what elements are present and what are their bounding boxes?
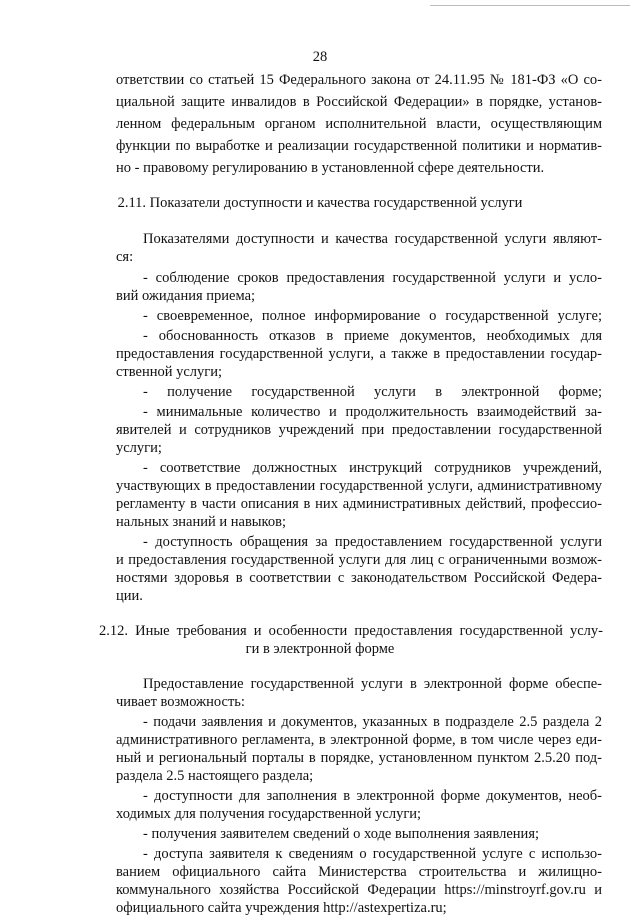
text-line: - доступность обращения за предоставлением государственной услуги (143, 534, 602, 550)
text-line: - своевременное, полное информирование о государственной услуге; (143, 308, 602, 324)
text-line: циальной защите инвалидов в Российской Федерации» в порядке, установ- (116, 94, 602, 110)
text-line: чивает возможность: (116, 694, 245, 710)
section-heading: 2.11. Показатели доступности и качества государственной услуги (117, 195, 523, 211)
text-line: - минимальные количество и продолжительность взаимодействий за- (143, 404, 602, 420)
text-line: предоставления государственной услуги, а также в предоставлении государ- (116, 346, 602, 362)
text-line: ходимых для получения государственной услуги; (116, 806, 422, 822)
text-line: нальных знаний и навыков; (116, 514, 286, 530)
text-line: вий ожидания приема; (116, 288, 256, 304)
top-rule (430, 5, 630, 6)
text-line: административного регламента, в электронной форме, в том числе через еди- (116, 732, 602, 748)
text-line: - получения заявителем сведений о ходе выполнения заявления; (143, 826, 540, 842)
text-line: раздела 2.5 настоящего раздела; (116, 768, 314, 784)
text-line: - доступности для заполнения в электронной форме документов, необ- (143, 788, 602, 804)
section-heading: 2.12. Иные требования и особенности предоставления государственной услу- (99, 623, 603, 639)
text-line: ный и региональный порталы в порядке, установленном пунктом 2.5.20 под- (116, 750, 602, 766)
text-line: - получение государственной услуги в электронной форме; (143, 384, 602, 400)
text-line: - доступа заявителя к сведениям о государственной услуге с использо- (143, 846, 602, 862)
text-line: ностями здоровья в соответствии с законодательством Российской Федера- (116, 570, 602, 586)
text-line: функции по выработке и реализации государственной политики и норматив- (116, 138, 602, 154)
text-line: - соблюдение сроков предоставления государственной услуги и усло- (143, 270, 602, 286)
text-line: и предоставления государственной услуги для лиц с ограниченными возмож- (116, 552, 602, 568)
text-line: ственной услуги; (116, 364, 223, 380)
text-line: участвующих в предоставлении государственной услуги, административному (116, 478, 602, 494)
text-line: ции. (116, 588, 143, 604)
text-line: ленном федеральным органом исполнительной власти, осуществляющим (116, 116, 602, 132)
text-line: но - правовому регулированию в установленной сфере деятельности. (116, 160, 545, 176)
text-line: услуги; (116, 440, 162, 456)
text-line: - соответствие должностных инструкций сотрудников учреждений, (143, 460, 602, 476)
text-line: коммунального хозяйства Российской Федерации https://minstroyrf.gov.ru и (116, 882, 602, 898)
text-line: ответствии со статьей 15 Федерального закона от 24.11.95 № 181-ФЗ «О со- (116, 72, 602, 88)
text-line: ванием официального сайта Министерства строительства и жилищно- (116, 864, 602, 880)
text-line: - обоснованность отказов в приеме документов, необходимых для (143, 328, 602, 344)
text-line: Предоставление государственной услуги в электронной форме обеспе- (143, 676, 602, 692)
text-line: Показателями доступности и качества государственной услуги являют- (143, 231, 602, 247)
text-line: ся: (116, 249, 134, 265)
text-line: - подачи заявления и документов, указанных в подразделе 2.5 раздела 2 (143, 714, 602, 730)
text-line: официального сайта учреждения http://astexpertiza.ru; (116, 900, 447, 916)
section-heading: ги в электронной форме (245, 641, 395, 657)
text-line: регламенту в части описания в них административных действий, профессио- (116, 496, 602, 512)
text-line: явителей и сотрудников учреждений при предоставлении государственной (116, 422, 602, 438)
page-number: 28 (312, 49, 328, 65)
